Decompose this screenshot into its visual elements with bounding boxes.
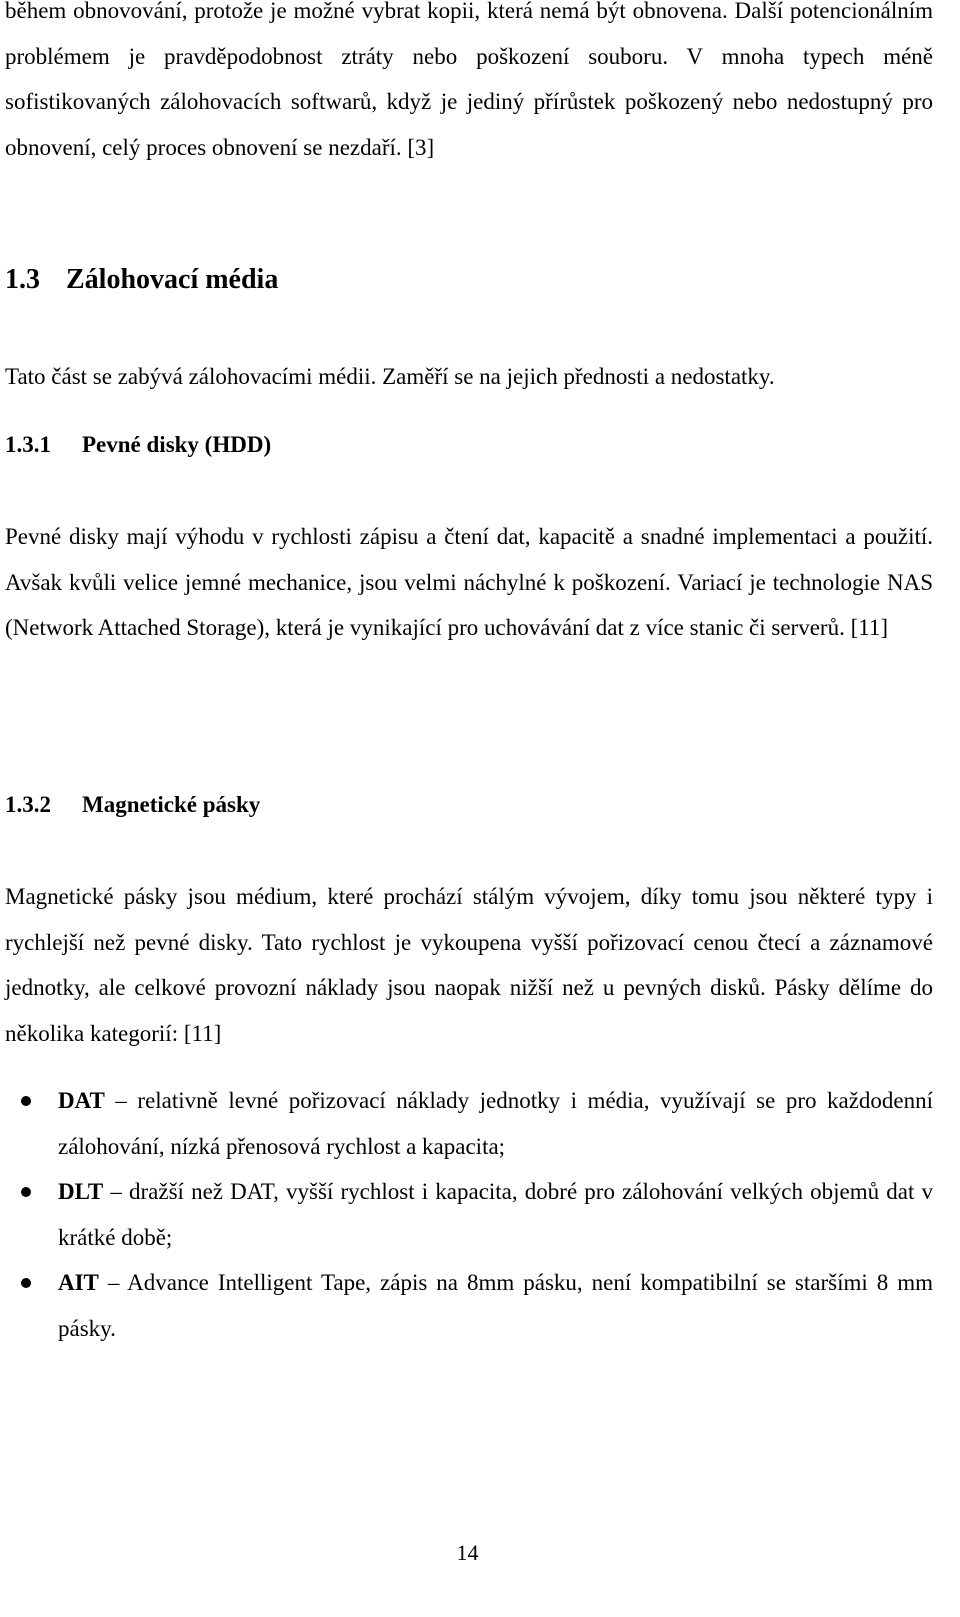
list-item-dash: – (115, 1088, 127, 1113)
bullet-icon (21, 1187, 31, 1197)
list-item-term: AIT (58, 1270, 99, 1295)
bullet-icon (21, 1096, 31, 1106)
list-item-description: relativně levné pořizovací náklady jednotky i média, využívají se pro každodenní zálohování, nízká přenosová rychlost a kapacita; (58, 1088, 934, 1159)
tape-types-list (0, 1078, 960, 1351)
section-title: Zálohovací média (66, 264, 279, 295)
tapes-paragraph: Magnetické pásky jsou médium, které prochází stálým vývojem, díky tomu jsou některé typy i rychlejší než pevné disky. Tato rychlost je vykoupena vyšší pořizovací cenou čtecí a záznamové jednotky, ale celkové provozní náklady jsou naopak nižší než u pevných disků. Pásky dělíme do několika kategorií: [11] (5, 884, 933, 1046)
list-item-term: DLT (58, 1179, 104, 1204)
list-item (0, 1260, 933, 1351)
tapes-heading (5, 792, 260, 818)
list-item-description: Advance Intelligent Tape, zápis na 8mm pásku, není kompatibilní se staršími 8 mm pásky. (58, 1270, 934, 1341)
list-item-term: DAT (58, 1088, 105, 1113)
section-number: 1.3 (5, 264, 40, 295)
page-number: 14 (456, 1540, 479, 1565)
section-intro-paragraph: Tato část se zabývá zálohovacími médii. Zaměří se na jejich přednosti a nedostatky. (5, 364, 775, 389)
tapes-title: Magnetické pásky (82, 792, 261, 817)
hdd-title: Pevné disky (HDD) (82, 432, 272, 457)
intro-paragraph: během obnovování, protože je možné vybrat kopii, která nemá být obnovena. Další potencionálním problémem je pravděpodobnost ztráty nebo poškození souboru. V mnoha typech méně sofistikovaných zálohovacích softwarů, když je jediný přírůstek poškozený nebo nedostupný pro obnovení, celý proces obnovení se nezdaří. [3] (5, 0, 933, 160)
section-heading (5, 264, 278, 296)
list-item-description: dražší než DAT, vyšší rychlost i kapacita, dobré pro zálohování velkých objemů dat v krátké době; (58, 1179, 934, 1250)
list-item-dash: – (110, 1179, 122, 1204)
hdd-heading (5, 432, 271, 458)
bullet-icon (21, 1278, 31, 1288)
tapes-number: 1.3.2 (5, 792, 51, 817)
list-item-dash: – (107, 1270, 120, 1295)
list-item (0, 1078, 933, 1169)
hdd-number: 1.3.1 (5, 432, 51, 457)
list-item (0, 1169, 933, 1260)
hdd-paragraph: Pevné disky mají výhodu v rychlosti zápisu a čtení dat, kapacitě a snadné implementaci a použití. Avšak kvůli velice jemné mechanice, jsou velmi náchylné k poškození. Variací je technologie NAS (Network Attached Storage), která je vynikající pro uchovávání dat z více stanic či serverů. [11] (5, 524, 933, 640)
